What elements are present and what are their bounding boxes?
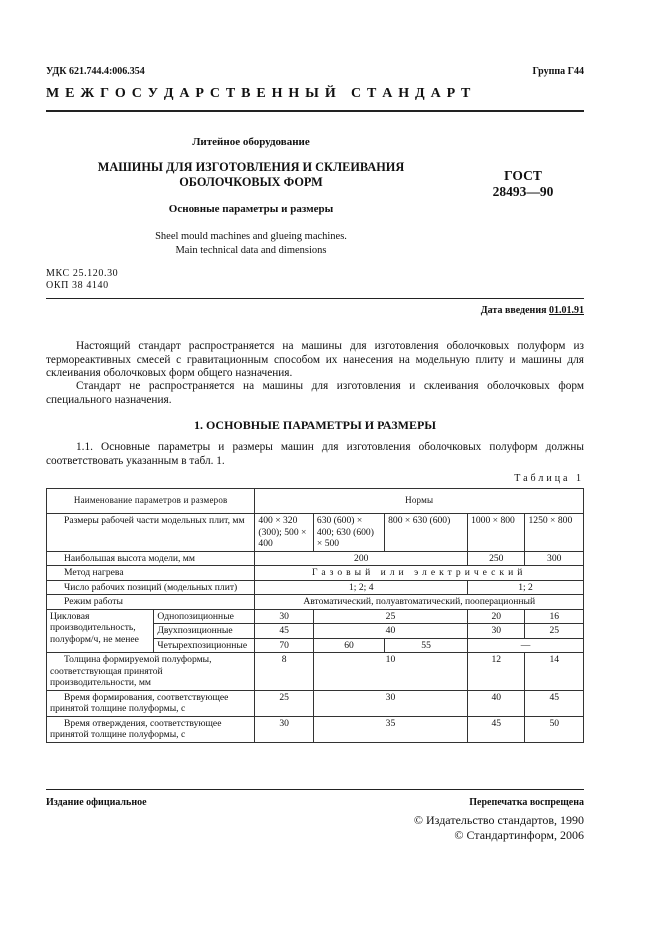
table-row [47,580,584,595]
cure-time-1: 30 [255,716,313,742]
copyright-block [414,813,584,843]
table-row [47,609,584,624]
thickness-2: 10 [313,653,467,691]
table-row [47,514,584,552]
mode-value: Автоматический, полуавтоматический, пооперационный [255,595,584,610]
thickness-3: 12 [468,653,525,691]
table-row [47,551,584,566]
table-caption: Таблица 1 [514,473,584,484]
max-height-2: 250 [468,551,525,566]
paragraph-1-1: 1.1. Основные параметры и размеры машин для изготовления оболочковых полуформ должны соответствовать указанным в табл. 1. [46,441,584,467]
heating-label: Метод нагрева [47,566,255,581]
positions-1: 1; 2; 4 [255,580,468,595]
form-time-2: 30 [313,690,467,716]
english-title-line-2: Main technical data and dimensions [175,245,327,256]
okp-code: ОКП 38 4140 [46,280,109,291]
standard-banner: М Е Ж Г О С У Д А Р С Т В Е Н Н Ы Й С Т А Н Д А Р Т [46,86,472,101]
copyright-2: © Стандартинформ, 2006 [454,828,584,842]
single-1: 30 [255,609,313,624]
parameters-table [46,488,584,743]
gost-label: ГОСТ [504,168,542,183]
quad-position-label: Четырехпозиционные [154,638,255,653]
thickness-1: 8 [255,653,313,691]
cure-time-4: 50 [525,716,584,742]
section-heading: 1. ОСНОВНЫЕ ПАРАМЕТРЫ И РАЗМЕРЫ [193,418,437,432]
copyright-1: © Издательство стандартов, 1990 [413,813,584,827]
table-row [47,690,584,716]
cure-time-3: 45 [468,716,525,742]
document-title [46,160,456,190]
positions-2: 1; 2 [468,580,584,595]
heating-value: Газовый или электрический [255,566,584,581]
cycle-label: Цикловая производительность, полуформ/ч, не менее [47,609,154,653]
english-title [46,230,456,258]
work-size-1: 400 × 320 (300); 500 × 400 [255,514,313,552]
title-line-2: ОБОЛОЧКОВЫХ ФОРМ [179,175,323,189]
english-title-line-1: Sheel mould machines and glueing machines. [155,231,347,242]
work-size-2: 630 (600) × 400; 630 (600) × 500 [313,514,384,552]
title-line-1: МАШИНЫ ДЛЯ ИЗГОТОВЛЕНИЯ И СКЛЕИВАНИЯ [97,160,405,174]
classification-codes [46,268,118,292]
quad-3: 55 [385,638,468,653]
header-parameters: Наименование параметров и размеров [47,489,255,514]
work-size-4: 1000 × 800 [468,514,525,552]
paragraph-scope: Настоящий стандарт распространяется на машины для изготовления оболочковых полуформ из термореактивных смесей с гравитационным способом их нанесения на модельную плиту и машины для склеивания оболочковых форм общего назначения. [46,340,584,380]
max-height-1: 200 [255,551,468,566]
cure-time-label: Время отверждения, соответствующее принятой толщине полуформы, с [47,716,255,742]
category-title: Литейное оборудование [192,136,310,148]
table-row [47,716,584,742]
thickness-label: Толщина формируемой полуформы, соответствующая принятой производительности, мм [47,653,255,691]
thickness-4: 14 [525,653,584,691]
document-subtitle: Основные параметры и размеры [168,203,334,215]
paragraph-exclusion: Стандарт не распространяется на машины для изготовления и склеивания оболочковых форм специального назначения. [46,380,584,406]
work-size-3: 800 × 630 (600) [385,514,468,552]
max-height-3: 300 [525,551,584,566]
double-2: 40 [313,624,467,639]
footer-rule [46,789,584,790]
double-position-label: Двухпозиционные [154,624,255,639]
quad-4: — [468,638,584,653]
udk-code: УДК 621.744.4:006.354 [46,66,145,77]
single-3: 20 [468,609,525,624]
reprint-note: Перепечатка воспрещена [469,797,584,808]
work-size-label: Размеры рабочей части модельных плит, мм [47,514,255,552]
group-code: Группа Г44 [532,66,584,77]
table-header-row [47,489,584,514]
form-time-1: 25 [255,690,313,716]
quad-2: 60 [313,638,384,653]
work-size-5: 1250 × 800 [525,514,584,552]
single-4: 16 [525,609,584,624]
form-time-3: 40 [468,690,525,716]
positions-label: Число рабочих позиций (модельных плит) [47,580,255,595]
header-rule [46,110,584,112]
table-row [47,653,584,691]
single-position-label: Однопозиционные [154,609,255,624]
intro-date-label: Дата введения [480,305,547,316]
intro-date [481,305,584,316]
gost-designation [478,168,568,200]
gost-number: 28493—90 [492,184,554,199]
mks-code: МКС 25.120.30 [46,268,119,279]
edition-note: Издание официальное [46,797,147,808]
cure-time-2: 35 [313,716,467,742]
double-3: 30 [468,624,525,639]
header-norms: Нормы [255,489,584,514]
double-4: 25 [525,624,584,639]
table-row [47,595,584,610]
form-time-4: 45 [525,690,584,716]
single-2: 25 [313,609,467,624]
mode-label: Режим работы [47,595,255,610]
form-time-label: Время формирования, соответствующее принятой толщине полуформы, с [47,690,255,716]
double-1: 45 [255,624,313,639]
codes-rule [46,298,584,299]
quad-1: 70 [255,638,313,653]
intro-date-value: 01.01.91 [549,305,584,316]
table-row [47,566,584,581]
max-height-label: Наибольшая высота модели, мм [47,551,255,566]
